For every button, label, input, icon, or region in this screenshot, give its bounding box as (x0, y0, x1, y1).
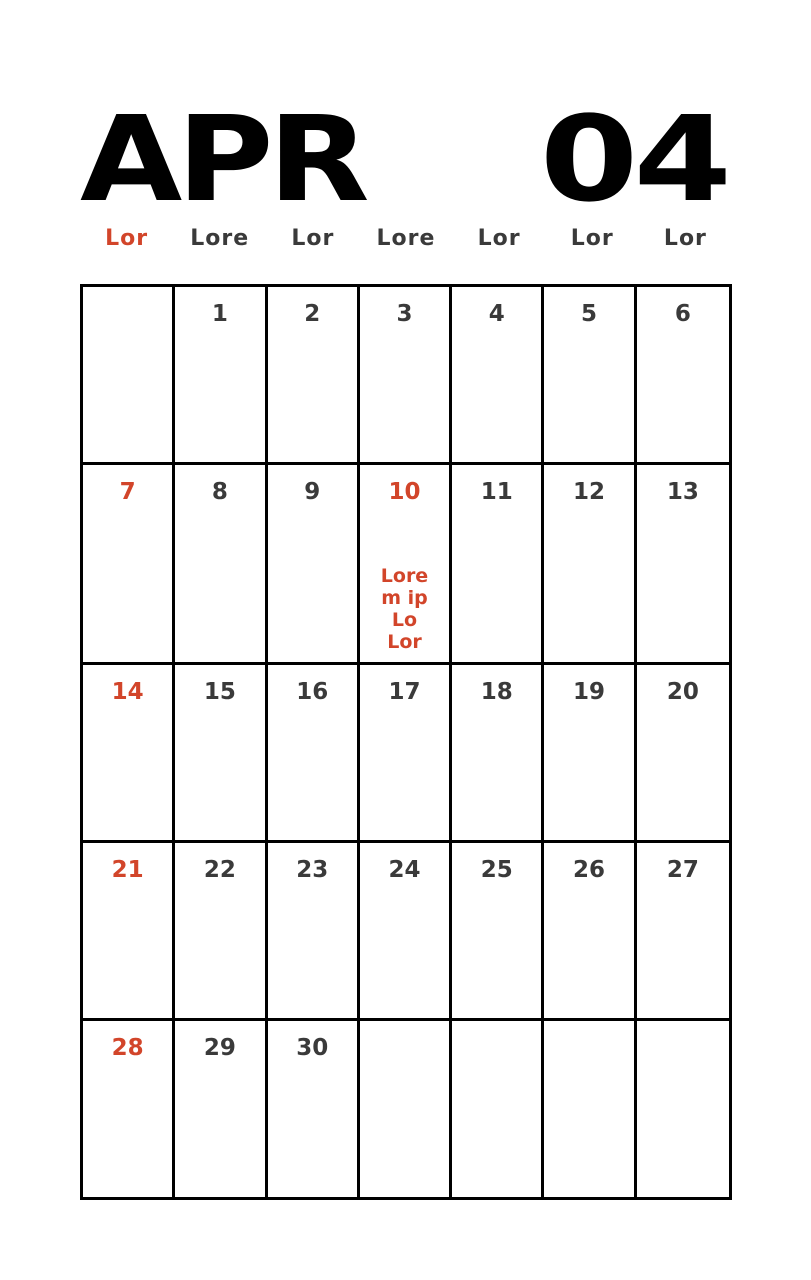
calendar-grid (80, 284, 732, 1200)
day-cell[interactable] (452, 665, 544, 843)
event-note-line: Lo (391, 609, 418, 631)
day-cell[interactable] (268, 465, 360, 665)
day-cell[interactable] (360, 665, 452, 843)
day-number: 26 (573, 857, 606, 883)
weekday-header-row (80, 226, 732, 251)
day-number: 19 (573, 679, 606, 705)
weekday-label: Lor (570, 226, 614, 251)
day-number: 18 (480, 679, 513, 705)
empty-day-cell (637, 1021, 729, 1197)
event-note-line: Lore (380, 565, 429, 587)
day-number: 23 (296, 857, 329, 883)
event-note-line: Lor (387, 631, 422, 653)
day-number: 5 (581, 301, 598, 327)
day-cell[interactable] (360, 843, 452, 1021)
day-cell[interactable] (544, 287, 636, 465)
day-number: 25 (480, 857, 513, 883)
day-number: 14 (111, 679, 144, 705)
day-number: 12 (573, 479, 606, 505)
day-cell[interactable] (175, 843, 267, 1021)
day-cell[interactable] (360, 465, 452, 665)
day-number: 11 (480, 479, 513, 505)
day-number: 2 (304, 301, 321, 327)
weekday-label: Lore (190, 226, 250, 251)
day-cell[interactable] (175, 465, 267, 665)
day-number: 16 (296, 679, 329, 705)
day-number: 20 (666, 679, 699, 705)
day-number: 1 (211, 301, 228, 327)
event-note (360, 565, 449, 653)
day-cell[interactable] (360, 287, 452, 465)
day-cell[interactable] (175, 287, 267, 465)
day-cell[interactable] (452, 287, 544, 465)
day-cell[interactable] (452, 465, 544, 665)
day-number: 21 (111, 857, 144, 883)
day-number: 9 (304, 479, 321, 505)
day-cell[interactable] (268, 1021, 360, 1197)
day-cell[interactable] (268, 665, 360, 843)
empty-day-cell (83, 287, 175, 465)
month-title: APR (80, 90, 365, 228)
day-cell[interactable] (175, 1021, 267, 1197)
day-number: 27 (666, 857, 699, 883)
day-cell[interactable] (83, 665, 175, 843)
day-cell[interactable] (544, 665, 636, 843)
day-number: 15 (203, 679, 236, 705)
day-cell[interactable] (268, 843, 360, 1021)
weekday-label: Lor (477, 226, 521, 251)
day-cell[interactable] (544, 465, 636, 665)
day-cell[interactable] (544, 843, 636, 1021)
day-cell[interactable] (175, 665, 267, 843)
day-number: 28 (111, 1035, 144, 1061)
empty-day-cell (544, 1021, 636, 1197)
day-number: 29 (203, 1035, 236, 1061)
day-cell[interactable] (637, 287, 729, 465)
day-number: 6 (674, 301, 691, 327)
day-cell[interactable] (637, 843, 729, 1021)
day-number: 24 (388, 857, 421, 883)
day-cell[interactable] (637, 465, 729, 665)
day-cell[interactable] (268, 287, 360, 465)
day-cell[interactable] (83, 465, 175, 665)
weekday-label: Lore (376, 226, 436, 251)
day-cell[interactable] (83, 843, 175, 1021)
day-cell[interactable] (637, 665, 729, 843)
weekday-label: Lor (291, 226, 335, 251)
day-number: 3 (396, 301, 413, 327)
day-number: 13 (666, 479, 699, 505)
day-cell[interactable] (83, 1021, 175, 1197)
weekday-label: Lor (663, 226, 707, 251)
day-number: 30 (296, 1035, 329, 1061)
day-number: 10 (388, 479, 421, 505)
day-cell[interactable] (452, 843, 544, 1021)
weekday-label: Lor (105, 226, 149, 251)
day-number: 8 (211, 479, 228, 505)
event-note-line: m ip (381, 587, 428, 609)
day-number: 17 (388, 679, 421, 705)
empty-day-cell (360, 1021, 452, 1197)
day-number: 7 (119, 479, 136, 505)
day-number: 4 (488, 301, 505, 327)
empty-day-cell (452, 1021, 544, 1197)
day-number: 22 (203, 857, 236, 883)
month-number: 04 (539, 90, 727, 228)
